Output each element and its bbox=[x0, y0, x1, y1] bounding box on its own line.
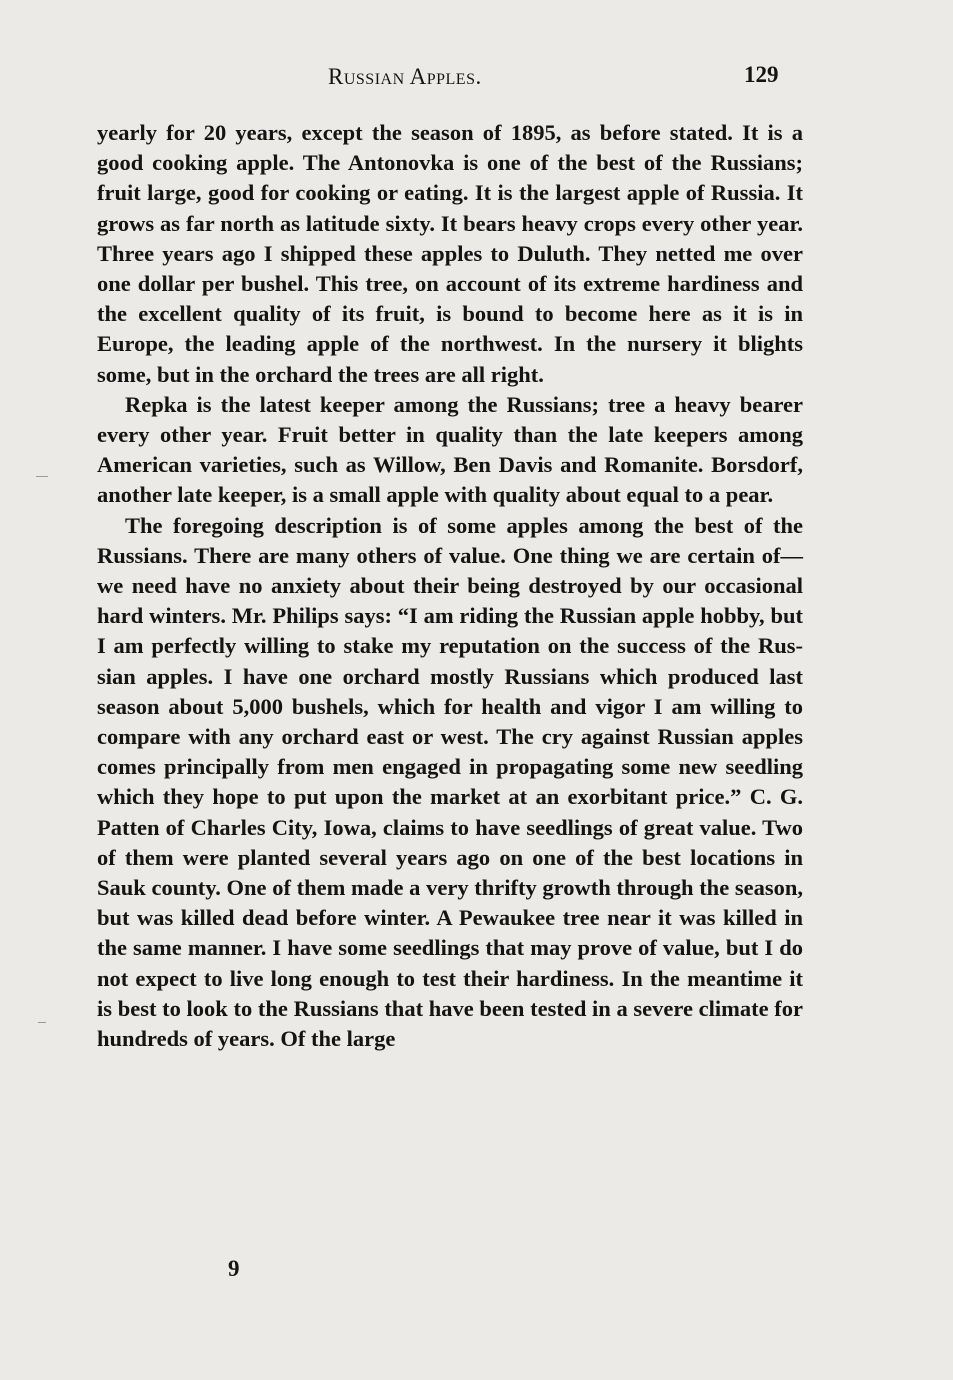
paragraph: yearly for 20 years, except the season of 1895, as before stated. It is a good cooking apple. The Antonovka is one of the best of the Russians; fruit large, good for cooking or eating. It is the largest apple of Russia. It grows as far north as latitude sixty. It bears heavy crops every other year. Three years ago I shipped these apples to Duluth. They netted me over one dollar per bushel. This tree, on account of its extreme hardiness and the excellent quality of its fruit, is bound to become here as it is in Europe, the leading apple of the northwest. In the nursery it blights some, but in the orchard the trees are all right. bbox=[97, 120, 803, 387]
paragraph: Repka is the latest keeper among the Russians; tree a heavy bearer every other year. Fruit better in quality than the late keepers among American varieties, such as Willow, Ben Davis and Romanite. Borsdorf, another late keeper, is a small apple with quality about equal to a pear. bbox=[97, 391, 803, 508]
running-title: Russian Apples. bbox=[328, 64, 482, 89]
body-text bbox=[97, 118, 803, 1054]
paragraph: The foregoing description is of some apples among the best of the Russians. There are many others of value. One thing we are certain of—we need have no anxiety about their being destroyed by our occasional hard winters. Mr. Philips says: “I am riding the Russian apple hobby, but I am perfectly willing to stake my reputation on the success of the Russian apples. I have one orchard mostly Russians which produced last season about 5,000 bushels, which for health and vigor I am willing to compare with any orchard east or west. The cry against Russian apples comes principally from men engaged in propagating some new seedling which they hope to put upon the market at an exorbitant price.” C. G. Patten of Charles City, Iowa, claims to have seedlings of great value. Two of them were planted several years ago on one of the best locations in Sauk county. One of them made a very thrifty growth through the season, but was killed dead before winter. A Pewaukee tree near it was killed in the same manner. I have some seedlings that may prove of value, but I do not expect to live long enough to test their hardiness. In the meantime it is best to look to the Russians that have been tested in a severe climate for hundreds of years. Of the large bbox=[97, 512, 803, 1052]
margin-mark bbox=[38, 1022, 46, 1023]
page-number: 129 bbox=[744, 62, 779, 87]
margin-mark bbox=[36, 476, 48, 477]
signature-mark: 9 bbox=[228, 1256, 240, 1281]
